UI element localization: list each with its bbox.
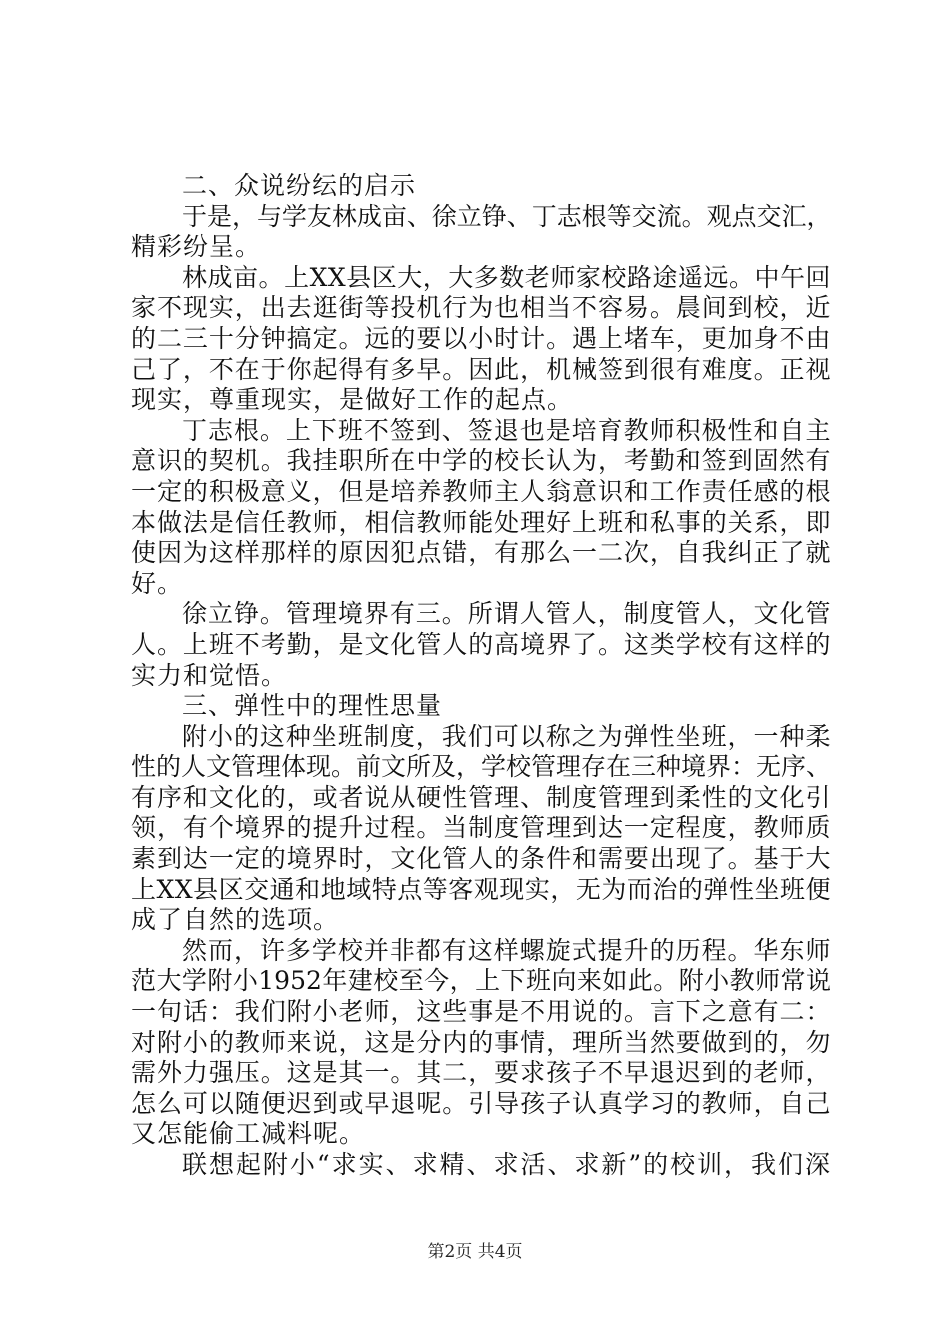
text-line: 上XX县区交通和地域特点等客观现实，无为而治的弹性坐班便 bbox=[131, 874, 831, 904]
text-line: 二、众说纷纭的启示 bbox=[182, 171, 417, 200]
text-line: 己了，不在于你起得有多早。因此，机械签到很有难度。正视 bbox=[131, 354, 831, 384]
text-line: 素到达一定的境界时，文化管人的条件和需要出现了。基于大 bbox=[131, 844, 831, 874]
text-line: 林成亩。上XX县区大，大多数老师家校路途遥远。中午回 bbox=[182, 262, 831, 292]
page-footer: 第2页 共4页 bbox=[427, 1242, 523, 1262]
text-line: 一句话：我们附小老师，这些事是不用说的。言下之意有二： bbox=[131, 997, 831, 1027]
text-line: 的二三十分钟搞定。远的要以小时计。遇上堵车，更加身不由 bbox=[131, 323, 831, 353]
text-line: 对附小的教师来说，这是分内的事情，理所当然要做到的，勿 bbox=[131, 1027, 831, 1057]
text-line: 怎么可以随便迟到或早退呢。引导孩子认真学习的教师，自己 bbox=[131, 1088, 831, 1118]
text-line: 好。 bbox=[131, 568, 184, 598]
text-line: 附小的这种坐班制度，我们可以称之为弹性坐班，一种柔 bbox=[182, 721, 831, 751]
text-line: 三、弹性中的理性思量 bbox=[182, 691, 443, 721]
text-line: 家不现实，出去逛街等投机行为也相当不容易。晨间到校，近 bbox=[131, 293, 831, 323]
text-line: 实力和觉悟。 bbox=[131, 660, 288, 690]
text-line: 范大学附小1952年建校至今，上下班向来如此。附小教师常说 bbox=[131, 966, 831, 996]
text-line: 人。上班不考勤，是文化管人的高境界了。这类学校有这样的 bbox=[131, 629, 831, 659]
text-line: 丁志根。上下班不签到、签退也是培育教师积极性和自主 bbox=[182, 415, 831, 445]
text-line: 领，有个境界的提升过程。当制度管理到达一定程度，教师质 bbox=[131, 813, 831, 843]
text-line: 本做法是信任教师，相信教师能处理好上班和私事的关系，即 bbox=[131, 507, 831, 537]
text-line: 徐立铮。管理境界有三。所谓人管人，制度管人，文化管 bbox=[182, 599, 831, 629]
text-line: 成了自然的选项。 bbox=[131, 905, 340, 935]
text-line: 联想起附小“求实、求精、求活、求新”的校训，我们深 bbox=[182, 1150, 831, 1179]
text-line: 然而，许多学校并非都有这样螺旋式提升的历程。华东师 bbox=[182, 935, 831, 965]
text-line: 需外力强压。这是其一。其二，要求孩子不早退迟到的老师， bbox=[131, 1058, 831, 1088]
text-line: 意识的契机。我挂职所在中学的校长认为，考勤和签到固然有 bbox=[131, 446, 831, 476]
document-body bbox=[131, 171, 831, 1181]
text-line: 一定的积极意义，但是培养教师主人翁意识和工作责任感的根 bbox=[131, 476, 831, 506]
text-line: 精彩纷呈。 bbox=[131, 232, 262, 262]
text-line: 性的人文管理体现。前文所及，学校管理存在三种境界：无序、 bbox=[131, 752, 832, 782]
text-line: 又怎能偷工减料呢。 bbox=[131, 1119, 366, 1149]
text-line: 现实，尊重现实，是做好工作的起点。 bbox=[131, 385, 574, 415]
text-line: 使因为这样那样的原因犯点错，有那么一二次，自我纠正了就 bbox=[131, 538, 831, 568]
text-line: 有序和文化的，或者说从硬性管理、制度管理到柔性的文化引 bbox=[131, 782, 831, 812]
text-line: 于是，与学友林成亩、徐立铮、丁志根等交流。观点交汇， bbox=[182, 201, 831, 231]
